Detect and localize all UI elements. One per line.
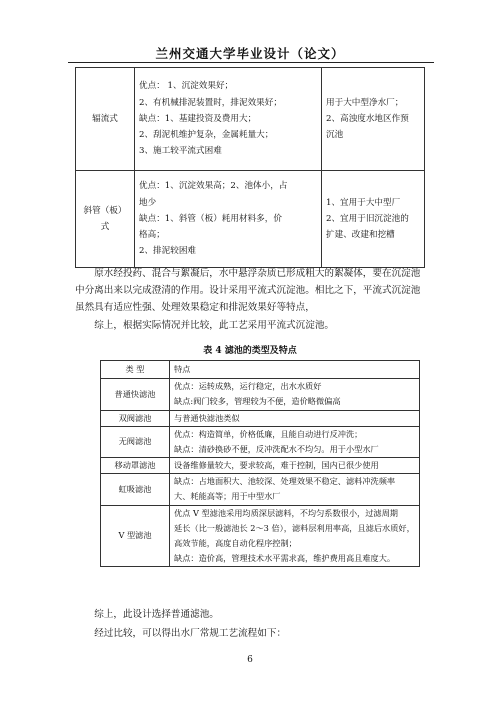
cell-line: 2、高浊度水地区作预: [326, 113, 409, 124]
features-cell: [170, 410, 420, 426]
table-row: [101, 426, 420, 457]
paragraph: 原水经投药、混合与絮凝后，水中悬浮杂质已形成粗大的絮凝体，要在沉淀池中分离出来以完成澄清的作用。设计采用平流式沉淀池。相比之下，平流式沉淀池虽然具有适应性强、处理效果稳定和排泥效果好等特点，: [75, 268, 421, 313]
table-header-row: [101, 361, 420, 379]
cell-line: 1、宜用于大中型厂: [326, 197, 401, 208]
cell-line: 缺点：占地面积大、池较深、处理效果不稳定、滤料冲洗频率: [174, 476, 396, 487]
page-number: 6: [247, 655, 253, 665]
features-cell: [170, 426, 420, 457]
usage-cell: [322, 171, 425, 268]
table-row: [76, 171, 425, 268]
page-header-title: 兰州交通大学毕业设计（论文）: [155, 46, 345, 61]
features-cell: [135, 171, 322, 268]
type-cell: 普通快滤池: [101, 379, 170, 410]
type-cell: 虹吸滤池: [101, 474, 170, 505]
cell-line: 2、宜用于旧沉淀池的: [326, 213, 409, 224]
type-cell: 辐流式: [76, 68, 135, 171]
paragraph: 综上，根据实际情况并比较，此工艺采用平流式沉淀池。: [94, 320, 335, 331]
cell-line: 优点：构造简单，价格低廉，且能自动进行反冲洗；: [174, 428, 363, 439]
cell-line: 缺点：1、斜管（板）耗用材料多，价: [139, 213, 282, 224]
cell-line: 优点 V 型滤池采用均质深层滤料，不均匀系数很小，过滤周期: [174, 507, 398, 518]
cell-line: 用于大中型净水厂；: [326, 97, 404, 108]
cell-line: 2、排泥较困难: [139, 246, 197, 257]
cell-line: 缺点:阀门较多，管理较为不便，造价略微偏高: [174, 396, 341, 407]
cell-line: 优点：运转成熟，运行稳定，出水水质好: [174, 381, 322, 392]
cell-line: 设备维修量较大，要求较高，难于控制，国内已很少使用: [174, 460, 379, 471]
type-cell: 无阀滤池: [101, 426, 170, 457]
type-cell: 斜管（板）式: [76, 171, 135, 268]
table-row: [101, 410, 420, 426]
cell-line: 与普通快滤池类似: [174, 412, 240, 423]
cell-line: 缺点：清砂换砂不便，反冲洗配水不均匀。用于小型水厂: [174, 443, 379, 454]
cell-line: 3、施工较平流式困难: [139, 146, 222, 157]
column-header: 特点: [170, 361, 420, 379]
type-cell: 移动罩滤池: [101, 458, 170, 474]
cell-line: 2、有机械排泥装置时，排泥效果好；: [139, 97, 282, 108]
cell-line: 沉池: [326, 130, 344, 141]
cell-line: 优点：1、沉淀效果高；2、池体小，占: [139, 181, 288, 192]
header-rule: [68, 62, 434, 63]
cell-line: 高效节能，高度自动化程序控制；: [174, 537, 297, 548]
table-caption: 表 4 滤池的类型及特点: [203, 346, 297, 356]
features-cell: [170, 474, 420, 505]
features-cell: [135, 68, 322, 171]
filter-table: [100, 360, 420, 567]
cell-line: 大、耗能高等；用于中型水厂: [174, 491, 281, 502]
table-row: [101, 474, 420, 505]
features-cell: [170, 505, 420, 567]
usage-cell: [322, 68, 425, 171]
cell-line: 扩建、改建和挖槽: [326, 230, 395, 241]
features-cell: [170, 458, 420, 474]
cell-line: 格高；: [139, 230, 165, 241]
table-row: [101, 458, 420, 474]
cell-line: 缺点：1、基建投资及费用大；: [139, 113, 257, 124]
cell-line: 优点： 1、沉淀效果好；: [139, 81, 234, 92]
features-cell: [170, 379, 420, 410]
sedimentation-table: [75, 67, 425, 268]
paragraph: 经过比较，可以得出水厂常规工艺流程如下：: [94, 628, 287, 639]
type-cell: V 型滤池: [101, 505, 170, 567]
cell-line: 延长（比一般滤池长 2～3 倍），滤料层利用率高，且滤后水质好，: [174, 522, 415, 533]
cell-line: 2、刮泥机维护复杂，金属耗量大；: [139, 130, 274, 141]
column-header: 类 型: [101, 361, 170, 379]
table-row: [76, 68, 425, 171]
table-row: [101, 505, 420, 567]
table-row: [101, 379, 420, 410]
cell-line: 缺点：造价高，管理技术水平需求高，维护费用高且难度大。: [174, 553, 396, 564]
cell-line: 地少: [139, 197, 157, 208]
type-cell: 双阀滤池: [101, 410, 170, 426]
paragraph: 综上，此设计选择普通滤池。: [94, 609, 219, 620]
